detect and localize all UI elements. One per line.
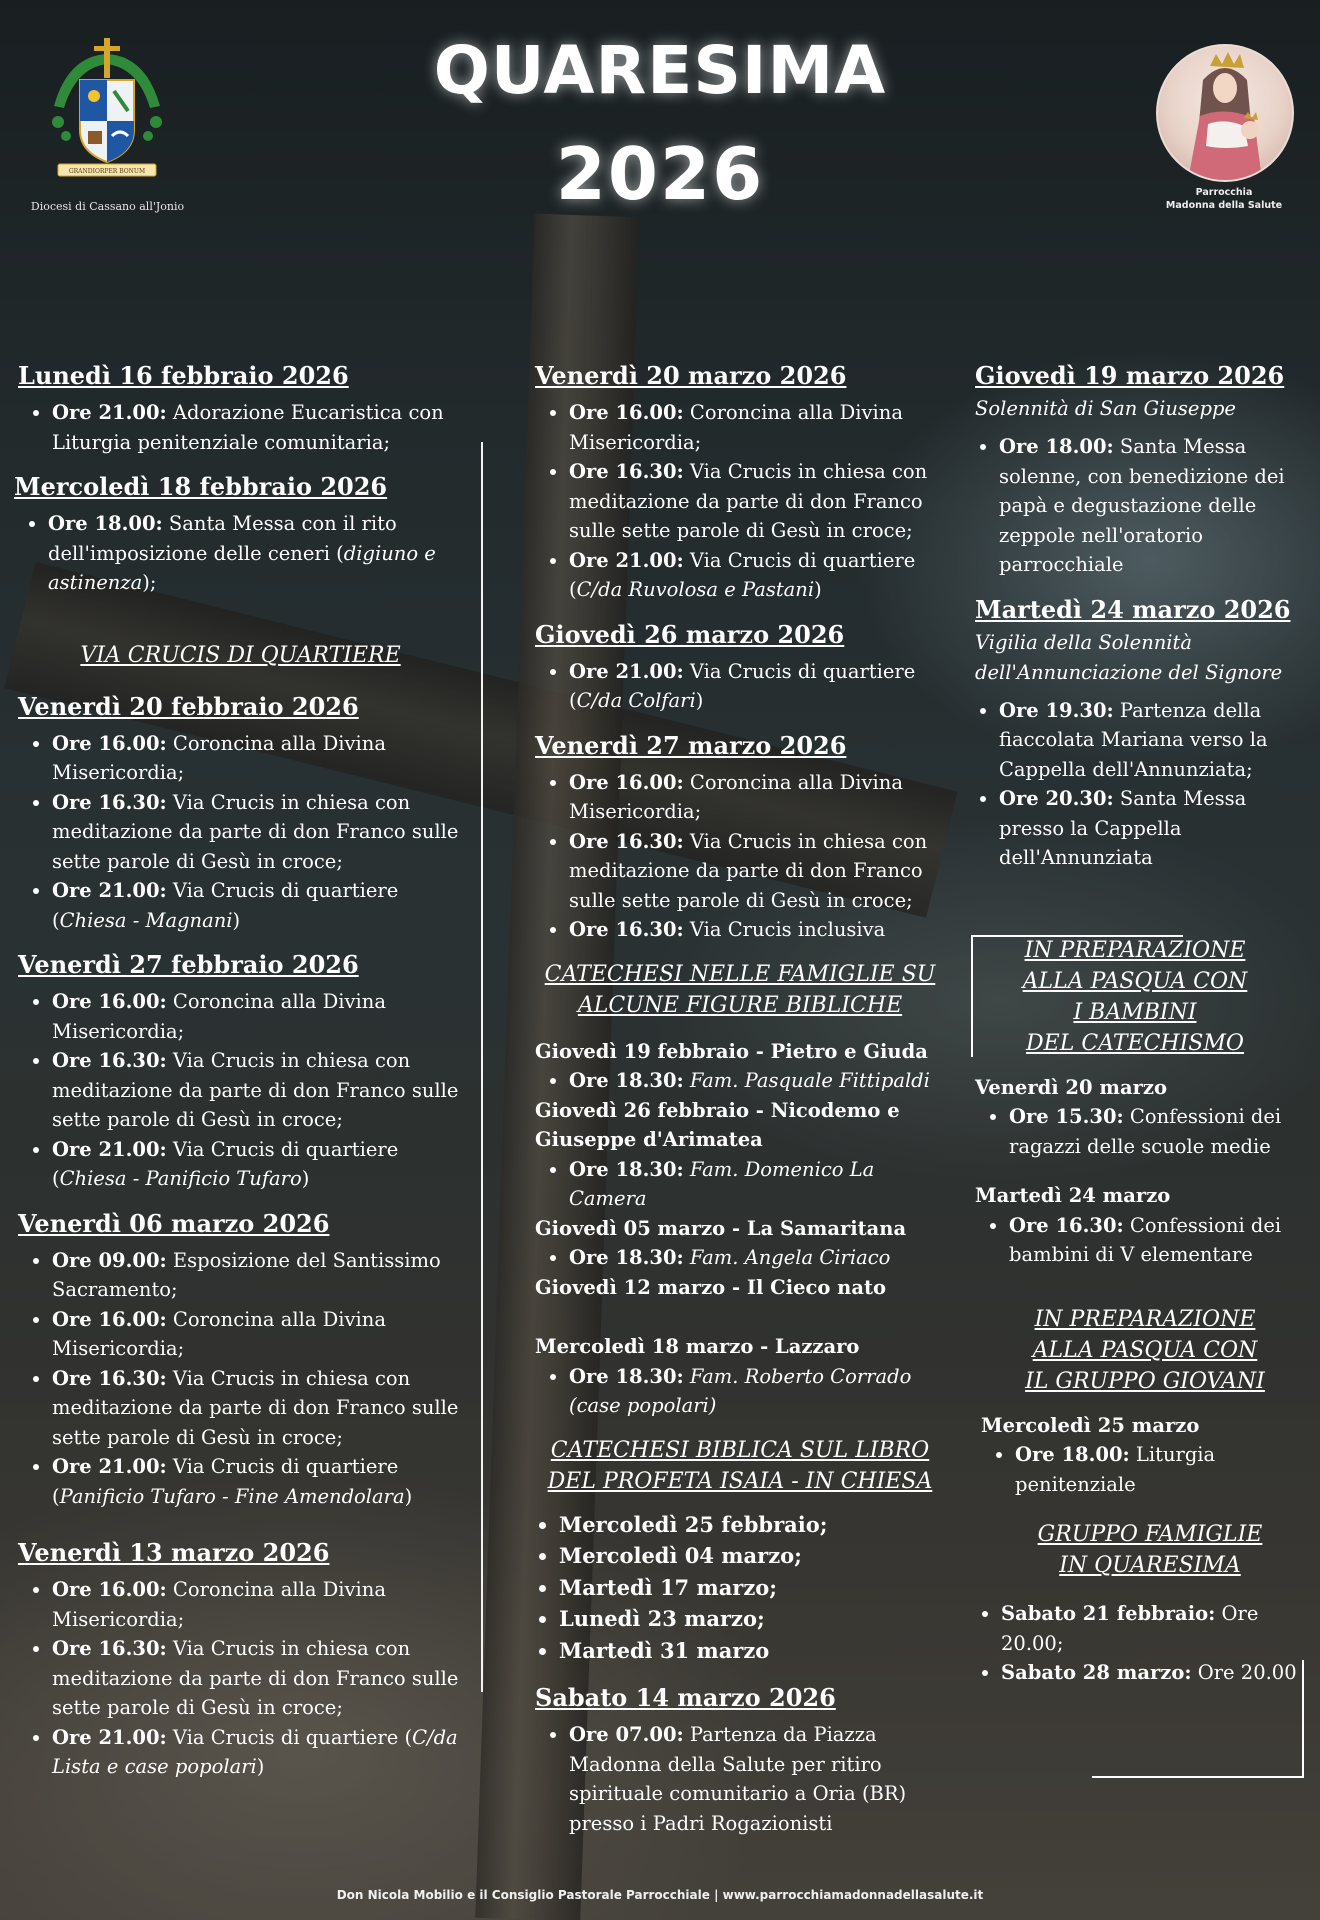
list-item: • Ore 09.00: Esposizione del Santissimo Sacramento; [52,1246,463,1305]
footer-credits: Don Nicola Mobilio e il Consiglio Pastorale Parrocchiale | www.parrocchiamadonnadellasalute.it [336,1888,984,1902]
list-item: • Ore 18.30: Fam. Domenico La Camera [569,1155,945,1214]
event-date-heading: Venerdì 27 febbraio 2026 [18,950,359,979]
list-item: • Ore 16.00: Coroncina alla Divina Misericordia; [569,398,945,457]
list-item: • Ore 18.30: Fam. Pasquale Fittipaldi [569,1066,945,1096]
event-subtitle: Solennità di San Giuseppe [975,397,1236,420]
event-list [18,1575,463,1782]
catechesi-day: Giovedì 19 febbraio - Pietro e Giuda [535,1039,928,1063]
column-2 [535,360,945,1852]
list-item: • Ore 16.30: Via Crucis inclusiva [569,915,945,945]
list-item: • Ore 21.00: Via Crucis di quartiere (Chiesa - Magnani) [52,876,463,935]
parish-caption-line1: Parrocchia [1195,187,1253,198]
list-item: • Ore 21.00: Adorazione Eucaristica con Liturgia penitenziale comunitaria; [52,398,463,457]
section-title-catechesi-isaia: CATECHESI BIBLICA SUL LIBRO DEL PROFETA ISAIA - IN CHIESA [547,1437,933,1494]
event-list [18,509,463,598]
event-list [18,398,463,457]
list-item: • Ore 21.00: Via Crucis di quartiere (Panificio Tufaro - Fine Amendolara) [52,1452,463,1511]
event-date-heading: Giovedì 26 marzo 2026 [535,619,845,649]
frame-corner-top-left [971,935,1183,1057]
catechesi-day: Giovedì 05 marzo - La Samaritana [535,1216,907,1240]
list-item: • Lunedì 23 marzo; [559,1603,945,1635]
list-item: • Ore 16.30: Via Crucis in chiesa con meditazione da parte di don Franco sulle sette parole di Gesù in croce; [52,1634,463,1723]
list-item: • Ore 16.00: Coroncina alla Divina Misericordia; [52,729,463,788]
isaia-dates-list [535,1509,945,1667]
list-item: • Ore 16.00: Coroncina alla Divina Misericordia; [569,768,945,827]
event-date-heading: Mercoledì 18 febbraio 2026 [14,472,388,501]
list-item: • Ore 18.00: Santa Messa solenne, con benedizione dei papà e degustazione delle zeppole nell'oratorio parrocchiale [999,432,1315,580]
event-date-heading: Sabato 14 marzo 2026 [535,1683,836,1712]
section-title-via-crucis: VIA CRUCIS DI QUARTIERE [80,642,401,668]
event-list [535,1720,945,1838]
list-item: • Ore 18.00: Liturgia penitenziale [1015,1440,1315,1499]
list-item: • Ore 16.30: Via Crucis in chiesa con meditazione da parte di don Franco sulle sette parole di Gesù in croce; [569,457,945,546]
event-date-heading: Martedì 24 marzo 2026 [975,594,1291,624]
event-list [18,729,463,936]
list-item: • Ore 19.30: Partenza della fiaccolata Mariana verso la Cappella dell'Annunziata; [999,696,1315,785]
event-list [535,657,945,716]
section-title-bambini-catechismo: IN PREPARAZIONE ALLA PASQUA CON I BAMBINI DEL CATECHISMO [1022,937,1248,1056]
event-list [975,1102,1315,1161]
event-list [535,768,945,945]
event-date-heading: Lunedì 16 febbraio 2026 [18,361,349,390]
parish-caption [1150,186,1298,212]
event-list [975,432,1315,580]
youth-day: Mercoledì 25 marzo [981,1413,1200,1437]
list-item: • Ore 16.30: Via Crucis in chiesa con meditazione da parte di don Franco sulle sette parole di Gesù in croce; [52,1364,463,1453]
list-item: • Mercoledì 25 febbraio; [559,1509,945,1541]
event-list [18,987,463,1194]
catechesi-day: Giovedì 12 marzo - Il Cieco nato [535,1275,886,1299]
list-item: • Ore 16.30: Via Crucis in chiesa con meditazione da parte di don Franco sulle sette parole di Gesù in croce; [52,1046,463,1135]
list-item: • Ore 16.30: Confessioni dei bambini di V elementare [1009,1211,1315,1270]
list-item: • Ore 21.00: Via Crucis di quartiere (C/da Colfari) [569,657,945,716]
parish-caption-line2: Madonna della Salute [1165,200,1283,211]
list-item: • Ore 16.30: Via Crucis in chiesa con meditazione da parte di don Franco sulle sette parole di Gesù in croce; [52,788,463,877]
title-line-2: 2026 [555,132,765,216]
section-title-gruppo-giovani: IN PREPARAZIONE ALLA PASQUA CON IL GRUPPO GIOVANI [1025,1306,1265,1394]
list-item: • Ore 07.00: Partenza da Piazza Madonna della Salute per ritiro spirituale comunitario a Oria (BR) presso i Padri Rogazionisti [569,1720,945,1838]
event-list [535,398,945,605]
section-title-catechesi-famiglie: CATECHESI NELLE FAMIGLIE SU ALCUNE FIGURE BIBLICHE [544,961,936,1018]
catechesi-day: Giovedì 26 febbraio - Nicodemo e Giuseppe d'Arimatea [535,1098,900,1151]
event-date-heading: Venerdì 27 marzo 2026 [535,730,847,760]
event-list [535,1243,945,1273]
event-list [975,696,1315,873]
event-list [975,1211,1315,1270]
event-list [18,1246,463,1512]
madonna-della-salute-image [1156,44,1294,182]
list-item: • Mercoledì 04 marzo; [559,1540,945,1572]
list-item: • Ore 16.00: Coroncina alla Divina Misericordia; [52,987,463,1046]
title-line-1: QUARESIMA [433,32,887,109]
diocese-caption: Diocesi di Cassano all'Jonio [30,200,185,213]
column-divider [481,442,483,1692]
list-item: • Sabato 28 marzo: Ore 20.00 [1001,1658,1315,1688]
catechesi-day: Mercoledì 18 marzo - Lazzaro [535,1335,860,1358]
event-date-heading: Venerdì 20 febbraio 2026 [18,691,359,721]
event-list [535,1066,945,1096]
list-item: • Sabato 21 febbraio: Ore 20.00; [1001,1599,1315,1658]
confession-day: Venerdì 20 marzo [975,1075,1167,1099]
list-item: • Ore 16.00: Coroncina alla Divina Misericordia; [52,1305,463,1364]
list-item: • Ore 21.00: Via Crucis di quartiere (Chiesa - Panificio Tufaro) [52,1135,463,1194]
list-item: • Ore 18.30: Fam. Roberto Corrado (case popolari) [569,1362,945,1421]
madonna-icon [1158,46,1292,180]
event-date-heading: Giovedì 19 marzo 2026 [975,361,1285,390]
list-item: • Ore 20.30: Santa Messa presso la Cappella dell'Annunziata [999,784,1315,873]
column-1 [14,360,463,1796]
event-list [535,1362,945,1421]
list-item: • Ore 16.00: Coroncina alla Divina Misericordia; [52,1575,463,1634]
list-item: • Ore 18.30: Fam. Angela Ciriaco [569,1243,945,1273]
list-item: • Martedì 17 marzo; [559,1572,945,1604]
list-item: • Ore 21.00: Via Crucis di quartiere (C/da Lista e case popolari) [52,1723,463,1782]
list-item: • Martedì 31 marzo [559,1635,945,1667]
coat-of-arms-motto: GRANDIORPER BONUM [68,168,146,175]
list-item: • Ore 16.30: Via Crucis in chiesa con meditazione da parte di don Franco sulle sette parole di Gesù in croce; [569,827,945,916]
event-date-heading: Venerdì 13 marzo 2026 [18,1538,330,1567]
list-item: • Ore 15.30: Confessioni dei ragazzi delle scuole medie [1009,1102,1315,1161]
section-title-gruppo-famiglie: GRUPPO FAMIGLIE IN QUARESIMA [1037,1522,1263,1578]
confession-day: Martedì 24 marzo [975,1184,1171,1207]
event-date-heading: Venerdì 20 marzo 2026 [535,361,847,390]
event-list [535,1155,945,1214]
frame-corner-bottom-right [1092,1660,1304,1778]
event-list [975,1440,1315,1499]
event-subtitle: Vigilia della Solennità dell'Annunciazione del Signore [975,630,1283,684]
event-date-heading: Venerdì 06 marzo 2026 [18,1208,330,1238]
list-item: • Ore 21.00: Via Crucis di quartiere (C/da Ruvolosa e Pastani) [569,546,945,605]
list-item: • Ore 18.00: Santa Messa con il rito dell'imposizione delle ceneri (digiuno e astinenza); [48,509,463,598]
